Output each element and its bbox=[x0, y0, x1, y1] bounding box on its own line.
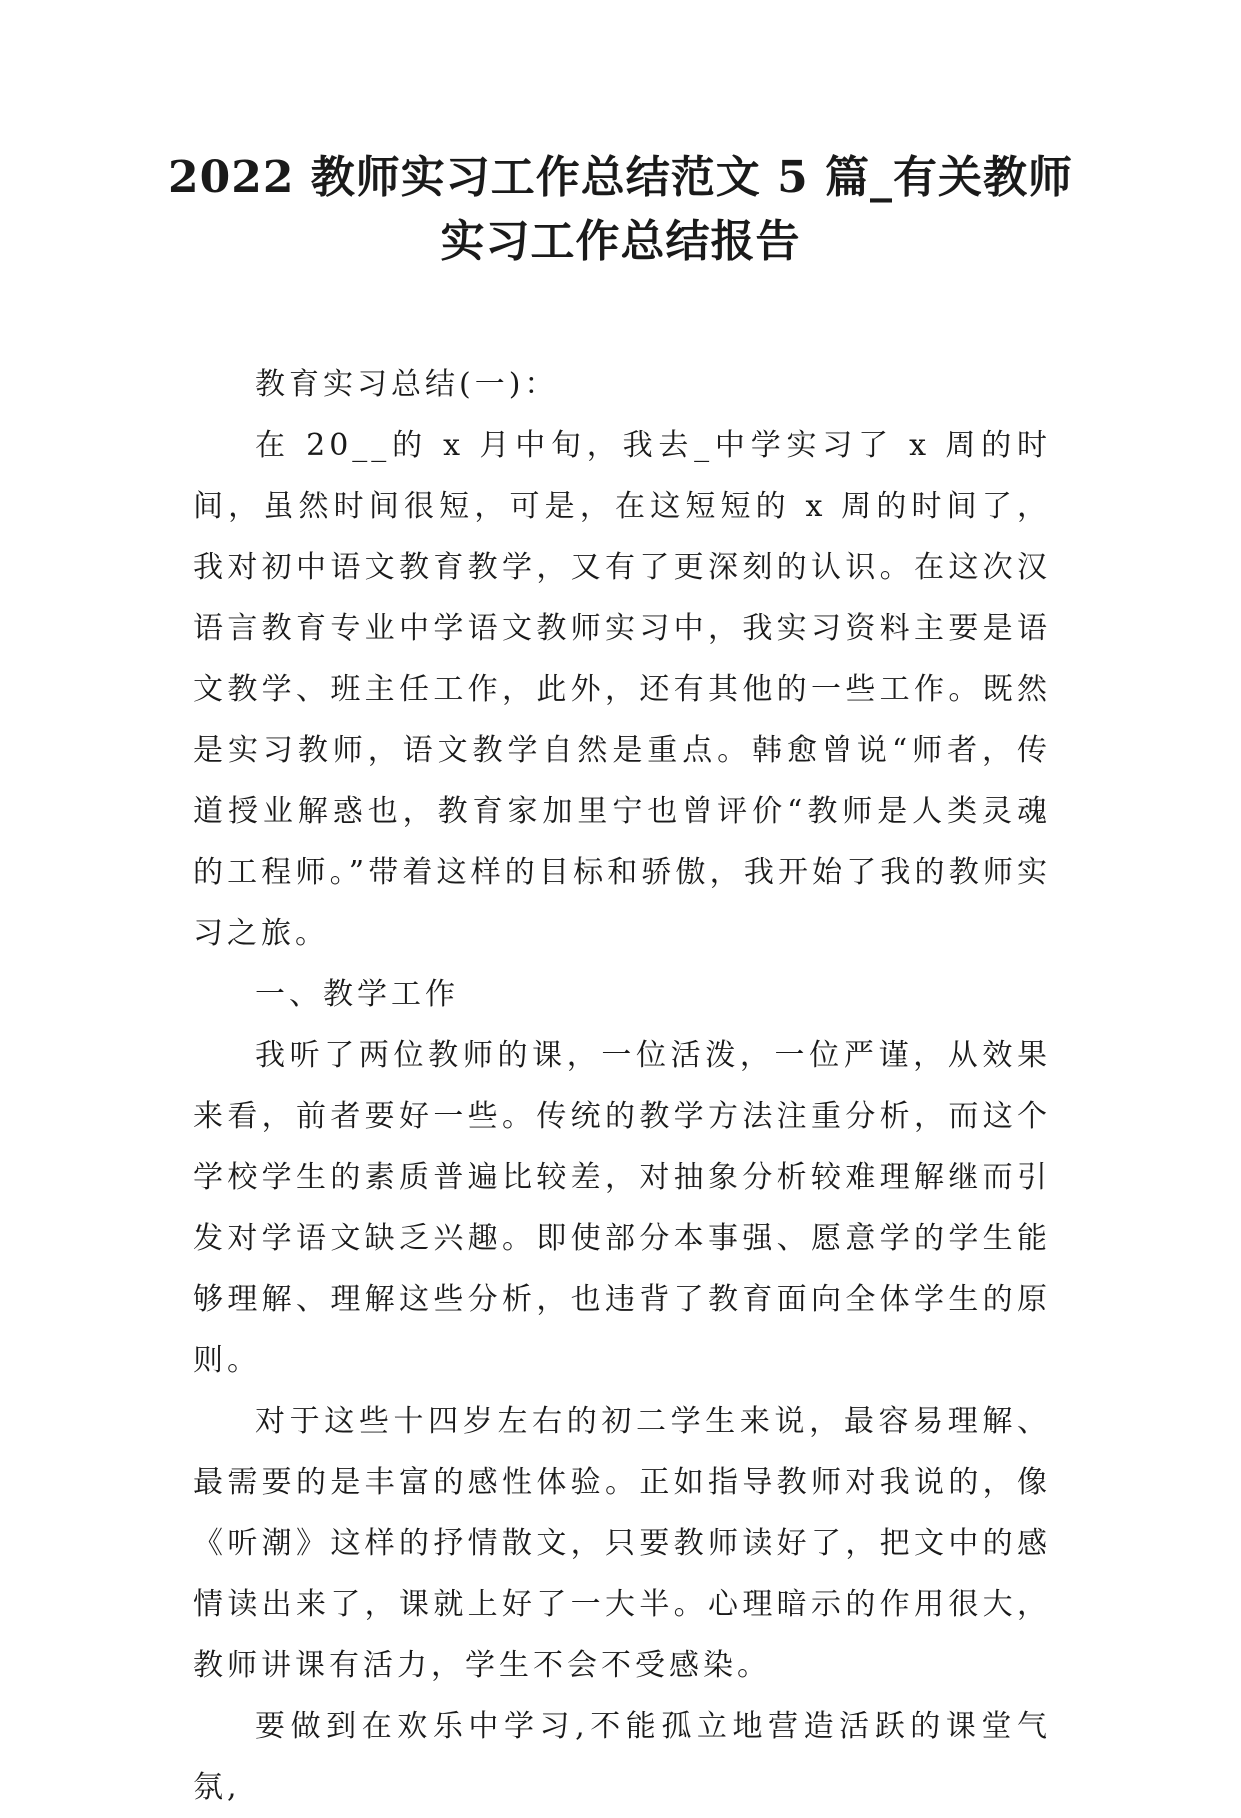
document-title: 2022 教师实习工作总结范文 5 篇_有关教师实习工作总结报告 bbox=[167, 152, 1074, 267]
body-paragraph: 要做到在欢乐中学习,不能孤立地营造活跃的课堂气氛, bbox=[193, 1709, 1051, 1805]
section-heading: 一、教学工作 bbox=[255, 977, 459, 1012]
body-paragraph: 在 20__的 x 月中旬，我去_中学实习了 x 周的时间，虽然时间很短，可是，在这短短的 x 周的时间了，我对初中语文教育教学，又有了更深刻的认识。在这次汉语言教育专业中学语文教师实习中，我实习资料主要是语文教学、班主任工作，此外，还有其他的一些工作。既然是实习教师，语文教学自然是重点。韩愈曾说“师者，传道授业解惑也，教育家加里宁也曾评价“教师是人类灵魂的工程师。”带着这样的目标和骄傲，我开始了我的教师实习之旅。 bbox=[193, 428, 1051, 951]
body-paragraph: 我听了两位教师的课，一位活泼，一位严谨，从效果来看，前者要好一些。传统的教学方法注重分析，而这个学校学生的素质普遍比较差，对抽象分析较难理解继而引发对学语文缺乏兴趣。即使部分本事强、愿意学的学生能够理解、理解这些分析，也违背了教育面向全体学生的原则。 bbox=[193, 1038, 1051, 1378]
document-body bbox=[193, 354, 1051, 1818]
body-paragraph: 对于这些十四岁左右的初二学生来说，最容易理解、最需要的是丰富的感性体验。正如指导教师对我说的，像《听潮》这样的抒情散文，只要教师读好了，把文中的感情读出来了，课就上好了一大半。心理暗示的作用很大，教师讲课有活力，学生不会不受感染。 bbox=[193, 1404, 1051, 1683]
section-heading: 教育实习总结(一)： bbox=[255, 367, 559, 402]
